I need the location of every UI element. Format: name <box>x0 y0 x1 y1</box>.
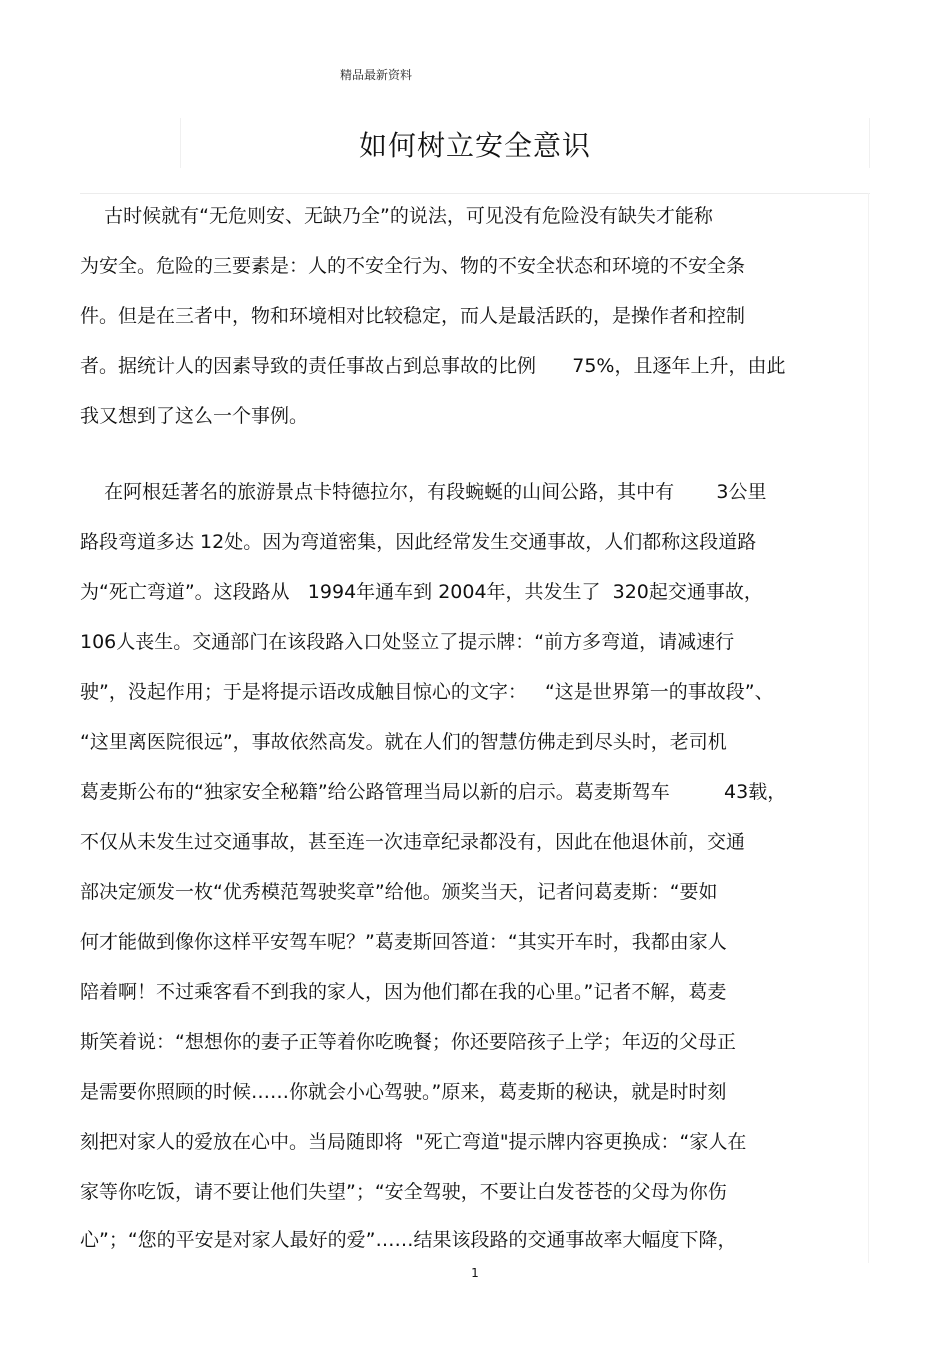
text-line: 路段弯道多达 12处。因为弯道密集，因此经常发生交通事故，人们都称这段道路 <box>80 531 757 553</box>
text-line: 陪着啊！不过乘客看不到我的家人，因为他们都在我的心里。”记者不解，葛麦 <box>80 981 727 1003</box>
text-line: 件。但是在三者中，物和环境相对比较稳定，而人是最活跃的，是操作者和控制 <box>80 305 746 327</box>
text-line: 者。据统计人的因素导致的责任事故占到总事故的比例 75%，且逐年上升，由此 <box>80 355 786 377</box>
text-line: 驶”，没起作用；于是将提示语改成触目惊心的文字： “这是世界第一的事故段”、 <box>80 681 774 703</box>
text-line: 是需要你照顾的时候……你就会小心驾驶。”原来，葛麦斯的秘诀，就是时时刻 <box>80 1081 727 1103</box>
text-line: 古时候就有“无危则安、无缺乃全”的说法，可见没有危险没有缺失才能称 <box>80 205 713 227</box>
text-line: 为“死亡弯道”。这段路从 1994年通车到 2004年，共发生了 320起交通事故， <box>80 581 763 603</box>
text-line: 不仅从未发生过交通事故，甚至连一次违章纪录都没有，因此在他退休前，交通 <box>80 831 746 853</box>
text-line: 葛麦斯公布的“独家安全秘籍”给公路管理当局以新的启示。葛麦斯驾车 43载， <box>80 781 787 803</box>
text-line: 刻把对家人的爱放在心中。当局随即将 "死亡弯道"提示牌内容更换成：“家人在 <box>80 1131 747 1153</box>
header-note: 精品最新资料 <box>340 68 413 82</box>
text-line: 部决定颁发一枚“优秀模范驾驶奖章”给他。颁奖当天，记者问葛麦斯：“要如 <box>80 881 718 903</box>
text-line: 我又想到了这么一个事例。 <box>80 405 309 427</box>
text-line: 106人丧生。交通部门在该段路入口处竖立了提示牌：“前方多弯道，请减速行 <box>80 631 735 653</box>
text-line: 为安全。危险的三要素是：人的不安全行为、物的不安全状态和环境的不安全条 <box>80 255 746 277</box>
page-number: 1 <box>471 1266 479 1280</box>
text-line: 在阿根廷著名的旅游景点卡特德拉尔，有段蜿蜒的山间公路，其中有 3公里 <box>80 481 767 503</box>
text-line: “这里离医院很远”，事故依然高发。就在人们的智慧仿佛走到尽头时，老司机 <box>80 731 727 753</box>
text-line: 家等你吃饭，请不要让他们失望”；“安全驾驶，不要让白发苍苍的父母为你伤 <box>80 1181 727 1203</box>
text-line: 何才能做到像你这样平安驾车呢？”葛麦斯回答道：“其实开车时，我都由家人 <box>80 931 727 953</box>
text-line: 斯笑着说：“想想你的妻子正等着你吃晚餐；你还要陪孩子上学；年迈的父母正 <box>80 1031 736 1053</box>
text-line: 心”；“您的平安是对家人最好的爱”……结果该段路的交通事故率大幅度下降， <box>80 1229 737 1251</box>
page-title: 如何树立安全意识 <box>358 129 591 162</box>
